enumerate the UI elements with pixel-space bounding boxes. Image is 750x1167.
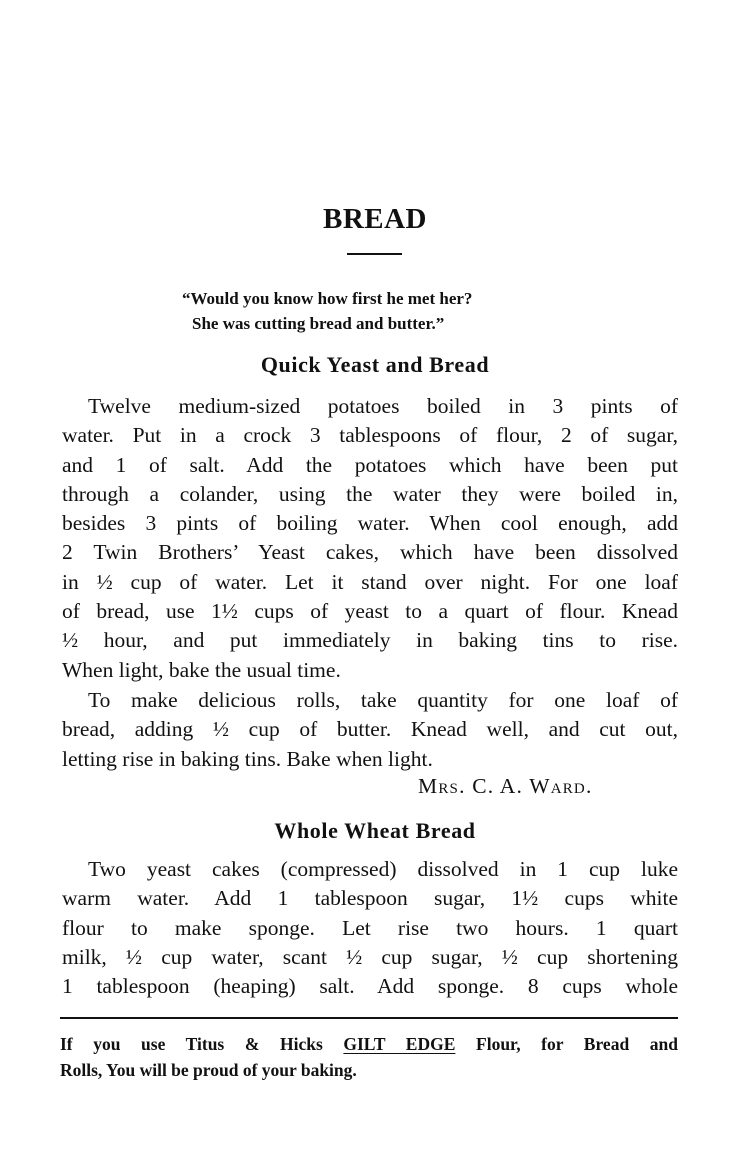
text-line: warm water. Add 1 tablespoon sugar, 1½ cups white (62, 886, 678, 911)
text-line: of bread, use 1½ cups of yeast to a quart of flour. Knead (62, 599, 678, 624)
text-line: 1 tablespoon (heaping) salt. Add sponge. 8 cups whole (62, 974, 678, 999)
epigraph-line: “Would you know how first he met her? (182, 289, 473, 308)
text-line: besides 3 pints of boiling water. When cool enough, add (62, 511, 678, 536)
recipe-paragraph (62, 855, 678, 1001)
text-line: 2 Twin Brothers’ Yeast cakes, which have been dissolved (62, 540, 678, 565)
recipe-paragraph (62, 392, 678, 685)
text-line: letting rise in baking tins. Bake when light. (62, 746, 433, 771)
text-line: bread, adding ½ cup of butter. Knead well, and cut out, (62, 717, 678, 742)
epigraph (182, 286, 472, 336)
text-line: Twelve medium-sized potatoes boiled in 3 pints of (88, 394, 678, 418)
recipe-author: Mrs. C. A. Ward. (418, 774, 593, 798)
footer-line (60, 1031, 678, 1057)
text-line: in ½ cup of water. Let it stand over night. For one loaf (62, 569, 678, 594)
text-line: milk, ½ cup water, scant ½ cup sugar, ½ cup shortening (62, 944, 678, 969)
page-title: BREAD (322, 203, 427, 235)
advertisement-footer (60, 1031, 678, 1083)
text-line: through a colander, using the water they were boiled in, (62, 481, 678, 506)
footer-line: Rolls, You will be proud of your baking. (60, 1060, 357, 1080)
text-line: flour to make sponge. Let rise two hours. 1 quart (62, 915, 678, 940)
epigraph-line: She was cutting bread and butter.” (192, 314, 445, 333)
recipe-heading-whole-wheat: Whole Wheat Bread (274, 818, 476, 843)
text-line: ½ hour, and put immediately in baking tins to rise. (62, 628, 678, 653)
recipe-heading-quick-yeast: Quick Yeast and Bread (260, 352, 490, 377)
text-line: When light, bake the usual time. (62, 657, 341, 682)
footer-text: Flour, for Bread and (455, 1034, 678, 1054)
text-line: water. Put in a crock 3 tablespoons of flour, 2 of sugar, (62, 423, 678, 448)
footer-divider (60, 1017, 678, 1019)
title-divider (347, 253, 402, 255)
text-line: Two yeast cakes (compressed) dissolved in 1 cup luke (88, 857, 678, 881)
text-line: To make delicious rolls, take quantity for one loaf of (88, 688, 678, 712)
recipe-paragraph (62, 686, 678, 774)
footer-text: If you use Titus & Hicks (60, 1034, 344, 1054)
text-line: and 1 of salt. Add the potatoes which have been put (62, 452, 678, 477)
brand-name: GILT EDGE (343, 1034, 456, 1054)
